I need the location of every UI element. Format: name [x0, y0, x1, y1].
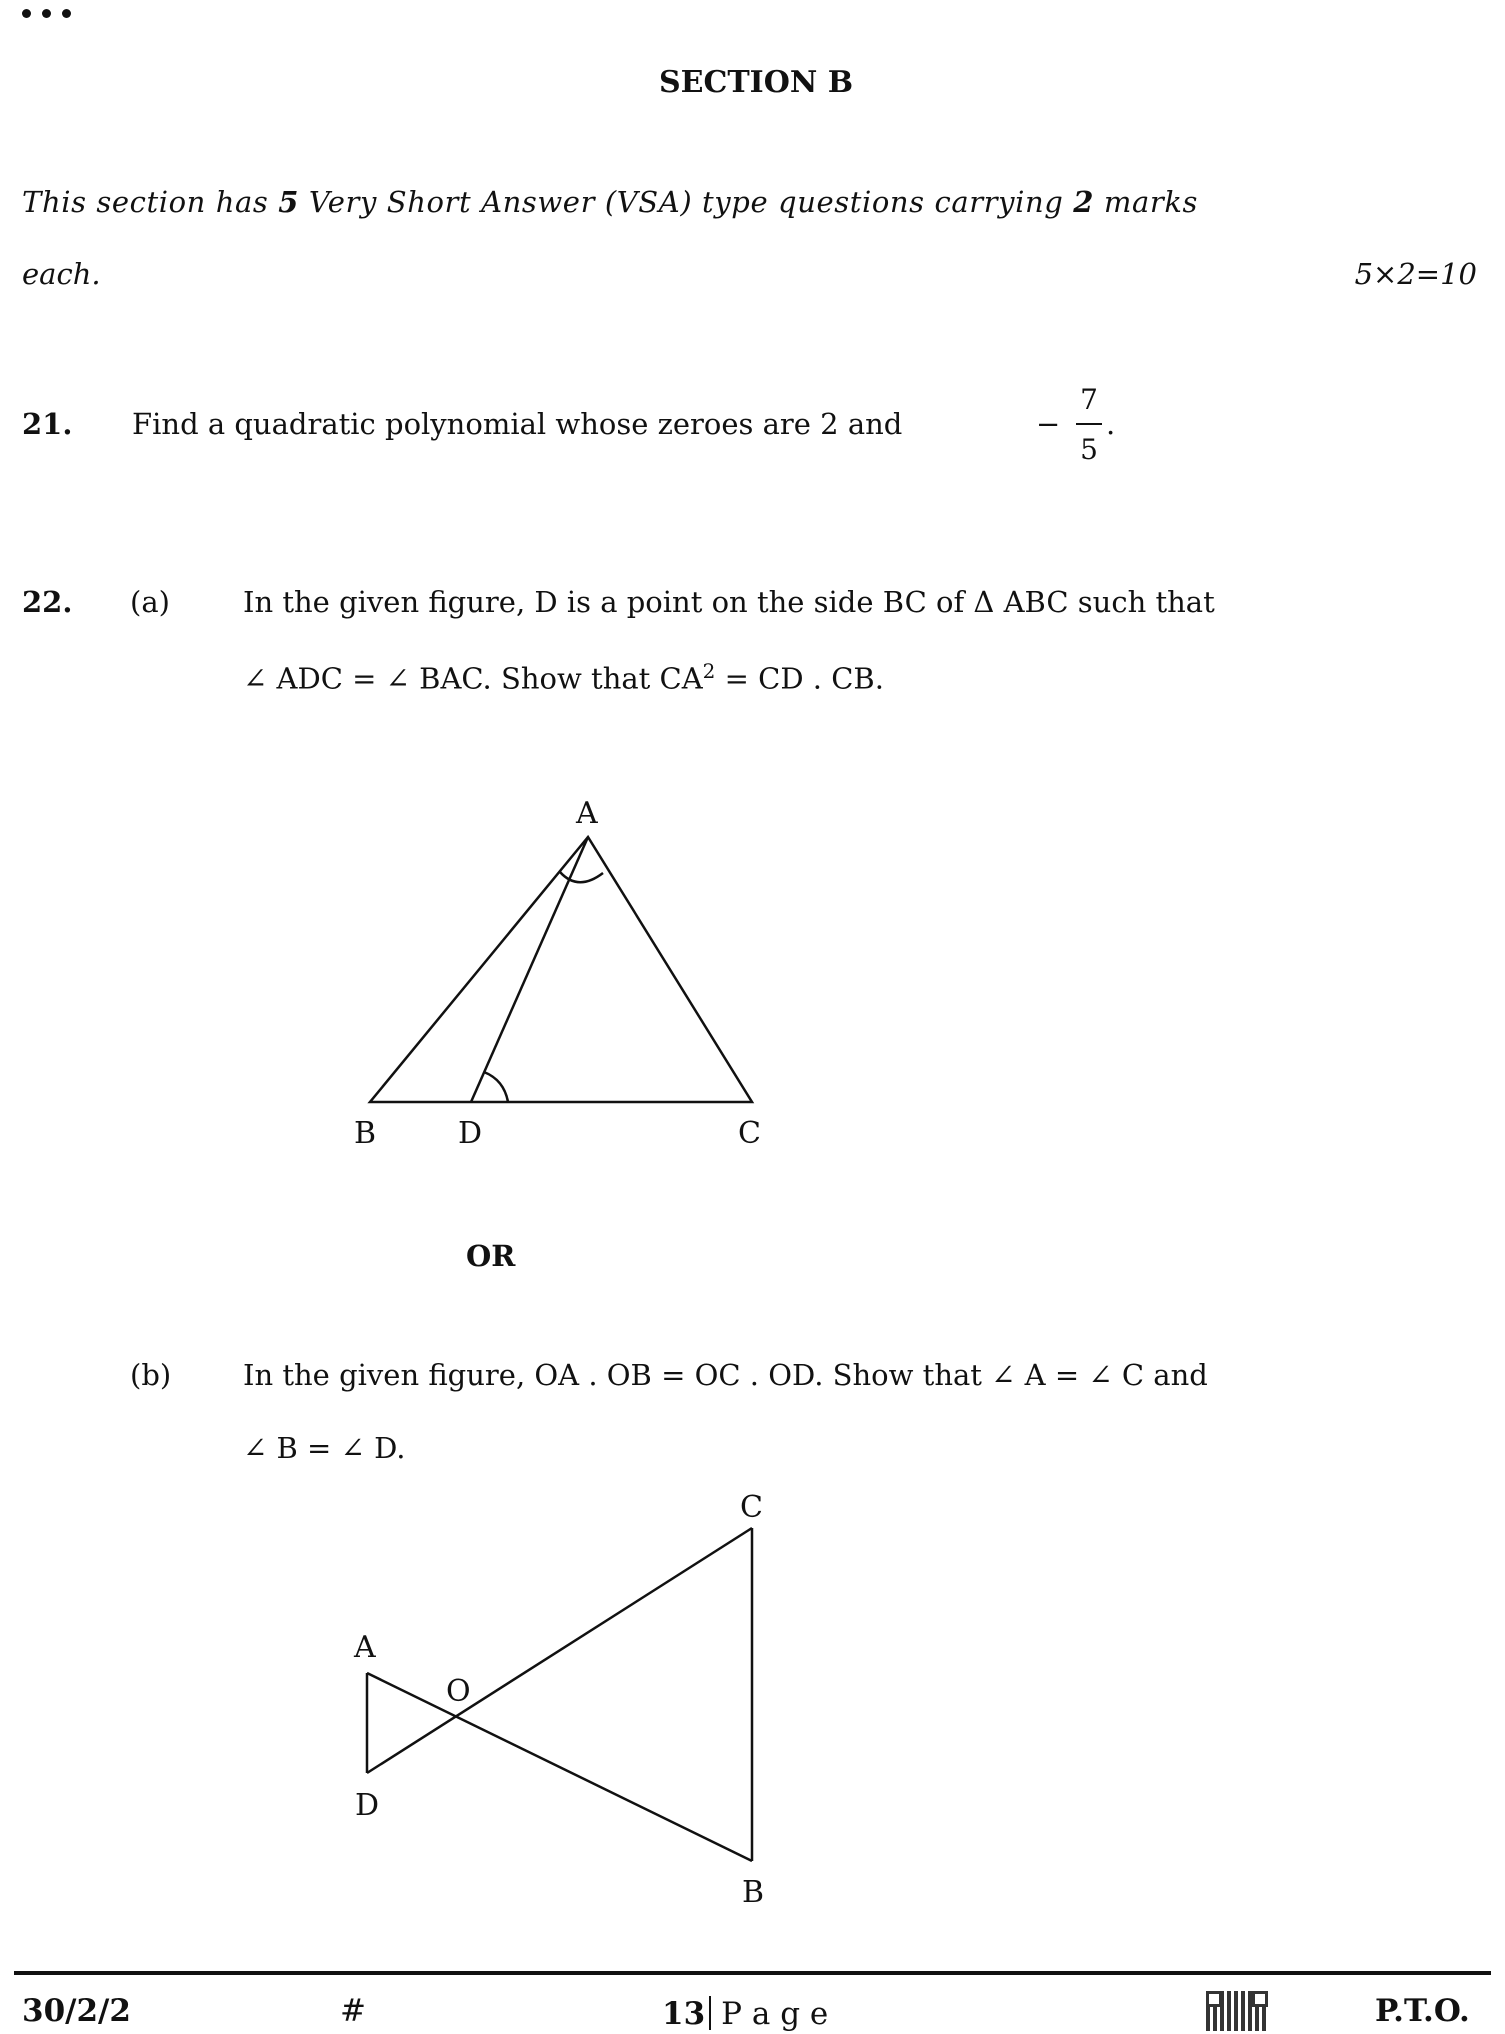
- text: = CD . CB.: [715, 661, 884, 696]
- intro-text: Very Short Answer (VSA) type questions carrying: [299, 185, 1074, 219]
- question-21-text: Find a quadratic polynomial whose zeroes are 2 and: [132, 407, 903, 441]
- part-a-label: (a): [130, 585, 170, 619]
- qr-code-icon: [1206, 1991, 1268, 2031]
- superscript: 2: [702, 659, 716, 683]
- text: ∠ ADC = ∠ BAC. Show that CA: [243, 661, 703, 696]
- label-c: C: [738, 1116, 761, 1151]
- part-a-line1: In the given figure, D is a point on the side BC of Δ ABC such that: [243, 585, 1215, 619]
- question-number-21: 21.: [22, 407, 73, 441]
- intro-count: 5: [278, 185, 300, 219]
- label-d: D: [458, 1116, 483, 1151]
- label-b: B: [354, 1116, 377, 1151]
- label-a: A: [354, 1630, 376, 1665]
- fraction-denominator: 5: [1080, 433, 1098, 466]
- fraction-numerator: 7: [1080, 383, 1098, 416]
- separator: [709, 1996, 711, 2030]
- intro-text: marks: [1094, 185, 1198, 219]
- marks-total: 5×2=10: [1354, 257, 1477, 291]
- segment-dc: [367, 1528, 752, 1773]
- intro-marks: 2: [1073, 185, 1095, 219]
- hash-mark: #: [340, 1993, 366, 2029]
- page-indicator: [662, 1996, 828, 2030]
- period: .: [1106, 407, 1116, 441]
- page-number: 13: [662, 1996, 706, 2032]
- part-b-line1: In the given figure, OA . OB = OC . OD. Show that ∠ A = ∠ C and: [243, 1358, 1208, 1392]
- label-o: O: [446, 1674, 471, 1709]
- section-title: SECTION B: [658, 65, 854, 100]
- pto-label: P.T.O.: [1375, 1993, 1470, 2029]
- angle-adc-arc: [484, 1072, 508, 1102]
- question-number-22: 22.: [22, 585, 73, 619]
- part-b-line2: ∠ B = ∠ D.: [243, 1431, 406, 1465]
- minus-sign: −: [1036, 407, 1061, 441]
- paper-code: 30/2/2: [22, 1993, 131, 2029]
- triangle-abc: [370, 837, 752, 1102]
- triangle-figure: [370, 837, 752, 1102]
- angle-bac-arc: [560, 872, 603, 882]
- intro-line2: each.: [22, 257, 101, 291]
- bowtie-figure: [367, 1528, 752, 1861]
- label-d: D: [355, 1788, 380, 1823]
- page-word: P a g e: [721, 1996, 829, 2032]
- intro-text: This section has: [22, 185, 279, 219]
- label-b: B: [742, 1875, 765, 1910]
- footer-rule: [14, 1971, 1491, 1975]
- or-divider: OR: [466, 1239, 516, 1273]
- segment-ad: [471, 837, 588, 1102]
- label-a: A: [576, 796, 598, 831]
- label-c: C: [740, 1490, 763, 1525]
- part-b-label: (b): [130, 1358, 172, 1392]
- segment-ab: [367, 1673, 752, 1861]
